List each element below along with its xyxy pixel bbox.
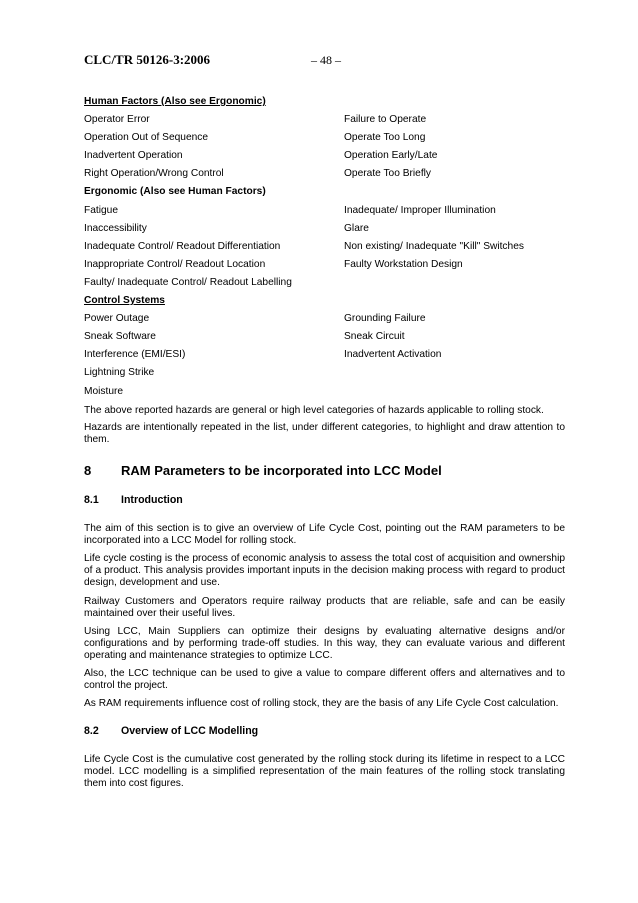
note-paragraph: Hazards are intentionally repeated in the list, under different categories, to highlight and draw attention to them. bbox=[84, 422, 565, 446]
hazard-item-left: Operation Out of Sequence bbox=[84, 132, 209, 144]
body-paragraph: Life cycle costing is the process of economic analysis to assess the total cost of acquisition and ownership of a product. This analysis provides important inputs in the decision making process with regard to product design, development and use. bbox=[84, 553, 565, 589]
body-paragraph: Also, the LCC technique can be used to give a value to compare different offers and alternatives and to control the project. bbox=[84, 668, 565, 692]
page-header bbox=[84, 52, 564, 70]
hazard-item-left: Power Outage bbox=[84, 313, 150, 325]
subsection-heading bbox=[84, 494, 183, 506]
hazard-item-right: Glare bbox=[344, 222, 369, 234]
section-number: 8 bbox=[84, 463, 92, 478]
hazard-category-heading: Control Systems bbox=[84, 295, 165, 307]
hazard-row bbox=[84, 147, 564, 165]
subsection-heading bbox=[84, 725, 258, 737]
hazard-category-heading: Ergonomic (Also see Human Factors) bbox=[84, 186, 266, 198]
hazard-row bbox=[84, 93, 564, 111]
document-id: CLC/TR 50126-3:2006 bbox=[84, 52, 211, 67]
hazard-item-left: Faulty/ Inadequate Control/ Readout Labelling bbox=[84, 276, 292, 288]
hazard-item-right: Operate Too Briefly bbox=[344, 168, 432, 180]
hazard-row bbox=[84, 328, 564, 346]
hazard-item-right: Failure to Operate bbox=[344, 114, 427, 126]
section-title: RAM Parameters to be incorporated into LCC Model bbox=[121, 463, 442, 478]
page-number: – 48 – bbox=[311, 53, 341, 67]
hazard-item-left: Moisture bbox=[84, 385, 124, 397]
hazard-item-left: Inaccessibility bbox=[84, 222, 147, 234]
body-paragraph: Using LCC, Main Suppliers can optimize their designs by evaluating alternative designs and/or configurations and by performing trade-off studies. In this way, they can evaluate various and different operating and maintenance strategies to optimize LCC. bbox=[84, 626, 565, 662]
hazard-row bbox=[84, 165, 564, 183]
hazard-row bbox=[84, 202, 564, 220]
hazard-table bbox=[84, 93, 564, 401]
subsection-title: Overview of LCC Modelling bbox=[121, 725, 259, 737]
hazard-item-right: Inadvertent Activation bbox=[344, 349, 442, 361]
hazard-row bbox=[84, 346, 564, 364]
hazard-item-left: Inadvertent Operation bbox=[84, 150, 183, 162]
hazard-item-left: Operator Error bbox=[84, 114, 150, 126]
body-paragraph: The aim of this section is to give an overview of Life Cycle Cost, pointing out the RAM parameters to be incorporated into a LCC Model for rolling stock. bbox=[84, 523, 565, 547]
hazard-category-heading: Human Factors (Also see Ergonomic) bbox=[84, 96, 266, 107]
hazard-item-right: Operation Early/Late bbox=[344, 150, 438, 162]
hazard-item-left: Right Operation/Wrong Control bbox=[84, 168, 224, 180]
hazard-item-right: Inadequate/ Improper Illumination bbox=[344, 204, 496, 216]
section-heading bbox=[84, 463, 442, 478]
subsection-title: Introduction bbox=[121, 494, 183, 506]
hazard-row bbox=[84, 274, 564, 292]
body-paragraph: Railway Customers and Operators require railway products that are reliable, safe and can be easily maintained over their useful lives. bbox=[84, 596, 565, 620]
hazard-row bbox=[84, 292, 564, 310]
hazard-item-right: Sneak Circuit bbox=[344, 331, 405, 343]
hazard-item-left: Inappropriate Control/ Readout Location bbox=[84, 258, 266, 270]
hazard-item-right: Faulty Workstation Design bbox=[344, 258, 463, 270]
note-paragraph: The above reported hazards are general or high level categories of hazards applicable to rolling stock. bbox=[84, 405, 544, 416]
hazard-item-left: Inadequate Control/ Readout Differentiation bbox=[84, 240, 281, 252]
hazard-row bbox=[84, 238, 564, 256]
subsection-number: 8.1 bbox=[84, 494, 99, 506]
hazard-row bbox=[84, 183, 564, 201]
hazard-item-left: Sneak Software bbox=[84, 331, 156, 343]
body-paragraph: As RAM requirements influence cost of rolling stock, they are the basis of any Life Cycle Cost calculation. bbox=[84, 698, 559, 709]
hazard-row bbox=[84, 111, 564, 129]
hazard-row bbox=[84, 256, 564, 274]
hazard-item-left: Interference (EMI/ESI) bbox=[84, 349, 186, 361]
hazard-row bbox=[84, 220, 564, 238]
hazard-row bbox=[84, 364, 564, 382]
hazard-item-right: Operate Too Long bbox=[344, 132, 426, 144]
subsection-number: 8.2 bbox=[84, 725, 99, 737]
hazard-item-left: Fatigue bbox=[84, 204, 118, 216]
hazard-item-right: Non existing/ Inadequate "Kill" Switches bbox=[344, 240, 524, 252]
hazard-item-right: Grounding Failure bbox=[344, 313, 426, 325]
hazard-row bbox=[84, 383, 564, 401]
body-paragraph: Life Cycle Cost is the cumulative cost generated by the rolling stock during its lifetime in respect to a LCC model. LCC modelling is a simplified representation of the main features of the rolling stock translating them into cost figures. bbox=[84, 754, 565, 790]
hazard-row bbox=[84, 129, 564, 147]
hazard-item-left: Lightning Strike bbox=[84, 367, 155, 379]
hazard-row bbox=[84, 310, 564, 328]
